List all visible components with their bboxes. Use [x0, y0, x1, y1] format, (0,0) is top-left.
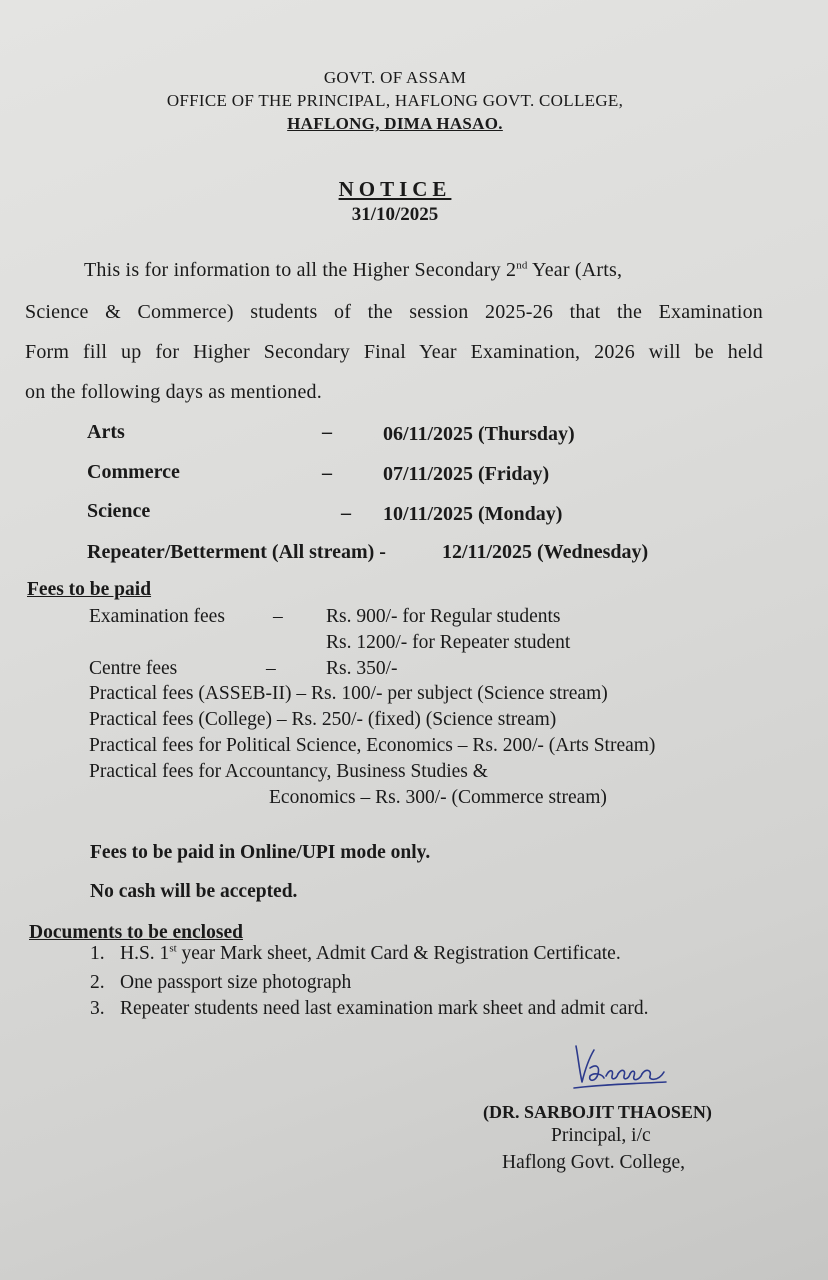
schedule-stream: Science: [87, 500, 151, 522]
schedule-date: 07/11/2025 (Friday): [383, 463, 550, 485]
centre-fees-dash: –: [266, 658, 276, 679]
exam-fees-label: Examination fees: [89, 606, 225, 627]
notice-date: 31/10/2025: [351, 204, 439, 225]
document-item-text: H.S. 1: [120, 943, 170, 964]
header-location: HAFLONG, DIMA HASAO.: [287, 114, 503, 133]
document-item: [120, 943, 621, 965]
payment-mode-note: Fees to be paid in Online/UPI mode only.: [90, 842, 431, 863]
intro-line-4: on the following days as mentioned.: [25, 381, 322, 403]
practical-fees-commerce-cont: Economics – Rs. 300/- (Commerce stream): [269, 787, 607, 808]
schedule-date: 10/11/2025 (Monday): [383, 503, 563, 525]
intro-line-1: [84, 259, 762, 282]
document-item: Repeater students need last examination mark sheet and admit card.: [120, 998, 649, 1019]
intro-line-1a: This is for information to all the Higher Secondary 2: [84, 259, 517, 281]
exam-fees-dash: –: [273, 606, 283, 627]
centre-fees-label: Centre fees: [89, 658, 178, 679]
document-item: One passport size photograph: [120, 972, 352, 993]
practical-fees-arts: Practical fees for Political Science, Economics – Rs. 200/- (Arts Stream): [89, 735, 656, 756]
schedule-dash: –: [322, 421, 332, 443]
no-cash-note: No cash will be accepted.: [90, 881, 298, 902]
schedule-dash: –: [341, 502, 351, 524]
notice-title: NOTICE: [338, 177, 452, 201]
signature: [566, 1038, 676, 1096]
schedule-dash: –: [322, 462, 332, 484]
schedule-date: 06/11/2025 (Thursday): [383, 423, 575, 445]
signatory-name: (DR. SARBOJIT THAOSEN): [483, 1102, 712, 1122]
centre-fees-value: Rs. 350/-: [326, 658, 398, 679]
intro-sup: nd: [516, 259, 528, 272]
document-item-num: 3.: [90, 998, 105, 1019]
document-item-text: year Mark sheet, Admit Card & Registration Certificate.: [176, 943, 621, 964]
schedule-stream: Arts: [87, 421, 125, 443]
exam-fees-repeater: Rs. 1200/- for Repeater student: [326, 632, 571, 653]
intro-line-2: Science & Commerce) students of the session 2025-26 that the Examination: [25, 301, 763, 323]
intro-line-1b: Year (Arts,: [527, 259, 623, 281]
intro-line-3: Form fill up for Higher Secondary Final Year Examination, 2026 will be held: [25, 341, 763, 363]
practical-fees-asseb: Practical fees (ASSEB-II) – Rs. 100/- per subject (Science stream): [89, 683, 608, 704]
practical-fees-college: Practical fees (College) – Rs. 250/- (fixed) (Science stream): [89, 709, 557, 730]
fees-heading: Fees to be paid: [27, 579, 152, 600]
schedule-date: 12/11/2025 (Wednesday): [442, 541, 649, 563]
exam-fees-regular: Rs. 900/- for Regular students: [326, 606, 561, 627]
header-office: OFFICE OF THE PRINCIPAL, HAFLONG GOVT. COLLEGE,: [166, 91, 624, 110]
document-item-sup: st: [169, 942, 177, 955]
header-govt: GOVT. OF ASSAM: [323, 68, 467, 87]
practical-fees-commerce: Practical fees for Accountancy, Business Studies &: [89, 761, 488, 782]
schedule-stream: Commerce: [87, 461, 180, 483]
document-item-num: 1.: [90, 943, 105, 964]
signatory-office: Haflong Govt. College,: [502, 1152, 686, 1173]
documents-heading: Documents to be enclosed: [29, 922, 243, 943]
document-item-num: 2.: [90, 972, 105, 993]
signatory-title: Principal, i/c: [551, 1125, 651, 1146]
schedule-stream: Repeater/Betterment (All stream) -: [87, 541, 386, 563]
